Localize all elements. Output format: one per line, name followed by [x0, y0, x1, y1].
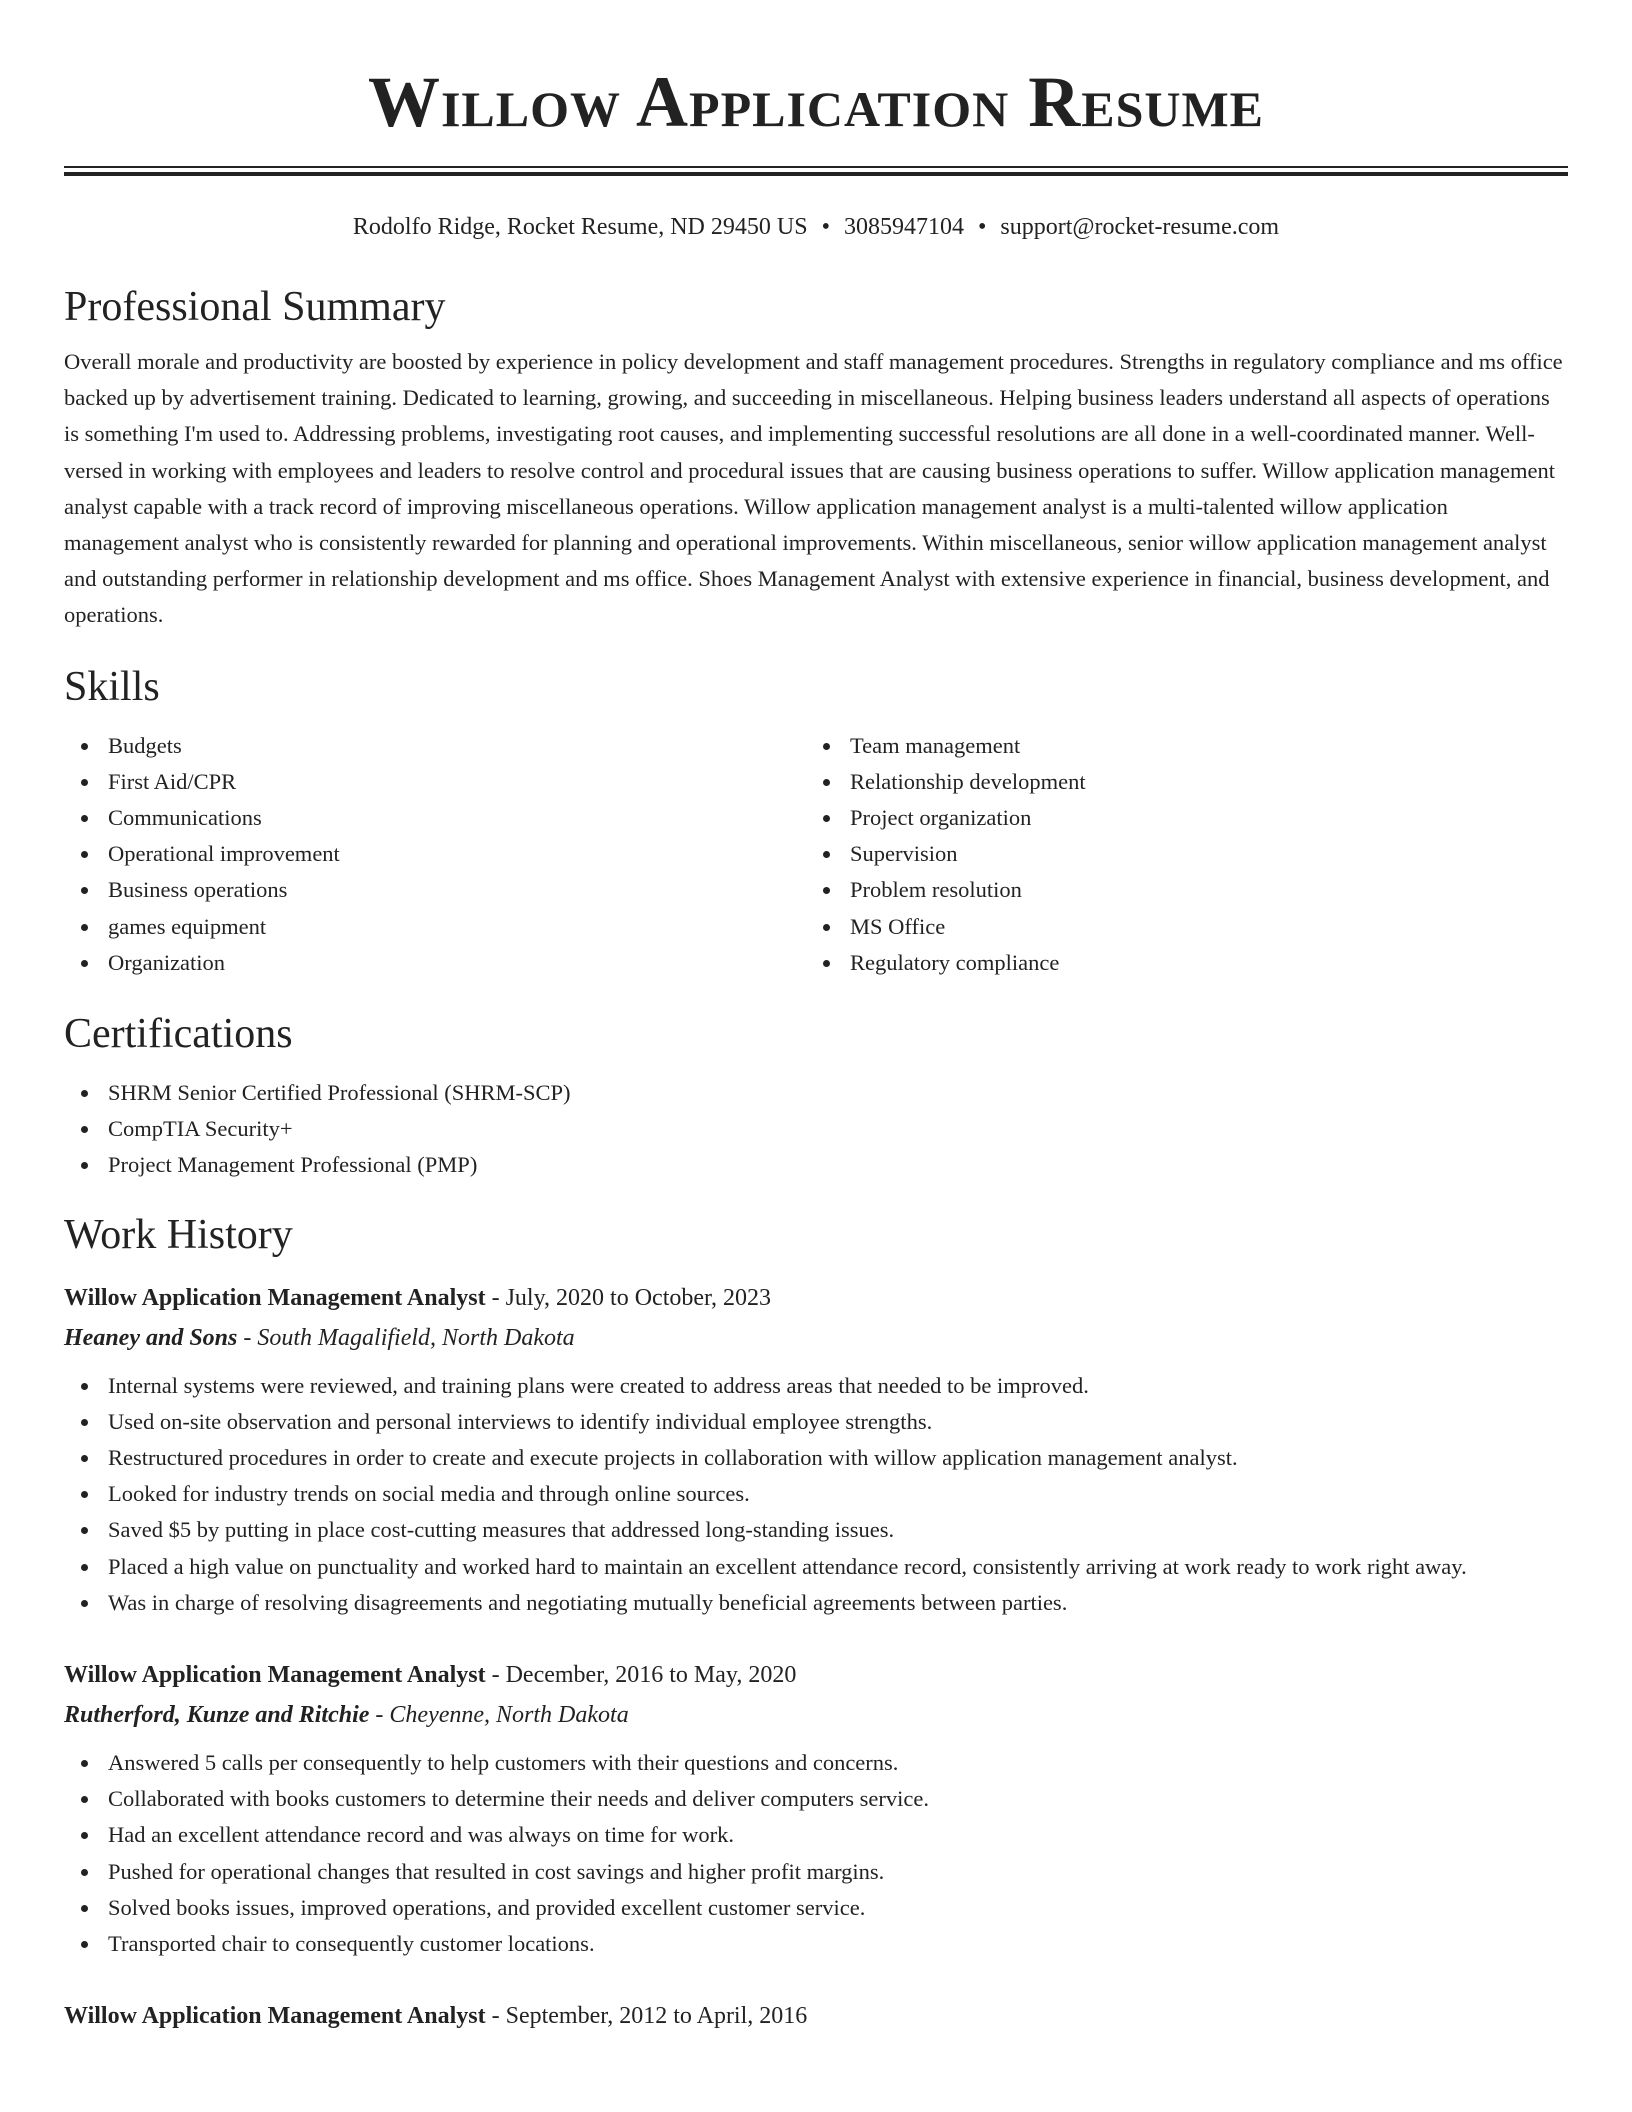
section-heading: Professional Summary: [64, 284, 446, 330]
skill-item: Relationship development: [850, 764, 1548, 800]
skill-item: games equipment: [108, 909, 806, 945]
job-bullet-list: [64, 1745, 1568, 1962]
skill-item: Budgets: [108, 728, 806, 764]
job-title: Willow Application Management Analyst: [64, 1662, 486, 1689]
skills-columns: [64, 728, 1568, 981]
job-bullet: Used on-site observation and personal interviews to identify individual employee strengths.: [108, 1404, 1568, 1440]
skills-list: [806, 728, 1548, 981]
skill-item: Communications: [108, 800, 806, 836]
job-company: Rutherford, Kunze and Ritchie: [64, 1702, 370, 1729]
job-title-line: [64, 1996, 1568, 2036]
skills-list: [64, 728, 806, 981]
job-location: South Magalifield, North Dakota: [257, 1324, 575, 1351]
job-bullet: Answered 5 calls per consequently to help customers with their questions and concerns.: [108, 1745, 1568, 1781]
job-bullet: Solved books issues, improved operations, and provided excellent customer service.: [108, 1890, 1568, 1926]
job-bullet: Internal systems were reviewed, and training plans were created to address areas that needed to be improved.: [108, 1368, 1568, 1404]
skill-item: Project organization: [850, 800, 1548, 836]
job-title-line: [64, 1655, 1568, 1695]
work-history-section: [64, 1210, 1568, 2037]
skills-column-right: [806, 728, 1548, 981]
job-bullet: Collaborated with books customers to determine their needs and deliver computers service.: [108, 1781, 1568, 1817]
job-dash: -: [485, 2003, 506, 2030]
job-dash: -: [485, 1284, 506, 1311]
contact-separator: •: [821, 214, 830, 240]
job-bullet: Looked for industry trends on social media and through online sources.: [108, 1476, 1568, 1512]
job-title: Willow Application Management Analyst: [64, 2003, 486, 2030]
job-title-line: [64, 1278, 1568, 1318]
job-bullet: Was in charge of resolving disagreements and negotiating mutually beneficial agreements between parties.: [108, 1585, 1568, 1621]
professional-summary-section: [64, 282, 1568, 634]
certification-item: CompTIA Security+: [108, 1111, 1568, 1147]
skill-item: Organization: [108, 945, 806, 981]
certifications-section: [64, 1009, 1568, 1184]
skill-item: Business operations: [108, 872, 806, 908]
job-bullet: Saved $5 by putting in place cost-cutting measures that addressed long-standing issues.: [108, 1512, 1568, 1548]
certification-item: Project Management Professional (PMP): [108, 1147, 1568, 1183]
contact-separator: •: [977, 214, 987, 240]
certifications-list: [64, 1075, 1568, 1184]
job-dash: -: [485, 1662, 506, 1689]
contact-phone[interactable]: 3085947104: [843, 214, 964, 240]
skill-item: Supervision: [850, 836, 1548, 872]
job-bullet: Pushed for operational changes that resulted in cost savings and higher profit margins.: [108, 1854, 1568, 1890]
skill-item: MS Office: [850, 909, 1548, 945]
job-dash: -: [237, 1324, 258, 1351]
skill-item: First Aid/CPR: [108, 764, 806, 800]
job-company: Heaney and Sons: [64, 1324, 238, 1351]
skill-item: Operational improvement: [108, 836, 806, 872]
job-bullet-list: [64, 1368, 1568, 1621]
title-divider: [64, 166, 1568, 176]
section-heading: Skills: [64, 663, 160, 710]
job-company-line: [64, 1695, 1568, 1735]
job-dash: -: [369, 1702, 390, 1729]
skills-section: [64, 662, 1568, 981]
job-title: Willow Application Management Analyst: [64, 1284, 486, 1311]
contact-line: [64, 212, 1568, 242]
job-entry: [64, 1996, 1568, 2036]
job-company-line: [64, 1318, 1568, 1358]
contact-address: Rodolfo Ridge, Rocket Resume, ND 29450 US: [352, 214, 808, 240]
job-dates: December, 2016 to May, 2020: [505, 1662, 797, 1689]
section-heading: Work History: [64, 1211, 293, 1258]
skill-item: Team management: [850, 728, 1548, 764]
job-dates: September, 2012 to April, 2016: [505, 2003, 808, 2030]
job-bullet: Placed a high value on punctuality and worked hard to maintain an excellent attendance record, consistently arriving at work ready to work right away.: [108, 1549, 1568, 1585]
skill-item: Regulatory compliance: [850, 945, 1548, 981]
skill-item: Problem resolution: [850, 872, 1548, 908]
job-location: Cheyenne, North Dakota: [389, 1702, 629, 1729]
job-entry: [64, 1278, 1568, 1621]
job-bullet: Restructured procedures in order to create and execute projects in collaboration with willow application management analyst.: [108, 1440, 1568, 1476]
section-heading: Certifications: [64, 1011, 293, 1058]
skills-column-left: [64, 728, 806, 981]
job-dates: July, 2020 to October, 2023: [505, 1284, 772, 1311]
job-bullet: Transported chair to consequently customer locations.: [108, 1926, 1568, 1962]
certification-item: SHRM Senior Certified Professional (SHRM-SCP): [108, 1075, 1568, 1111]
contact-email[interactable]: support@rocket-resume.com: [1000, 214, 1280, 240]
summary-text: Overall morale and productivity are boosted by experience in policy development and staff management procedures. Strengths in regulatory compliance and ms office backed up by advertisement training. Dedicated to learning, growing, and succeeding in miscellaneous. Helping business leaders understand all aspects of operations is something I'm used to. Addressing problems, investigating root causes, and implementing successful resolutions are all done in a well-coordinated manner. Well-versed in working with employees and leaders to resolve control and procedural issues that are causing business operations to suffer. Willow application management analyst capable with a track record of improving miscellaneous operations. Willow application management analyst is a multi-talented willow application management analyst who is consistently rewarded for planning and operational improvements. Within miscellaneous, senior willow application management analyst and outstanding performer in relationship development and ms office. Shoes Management Analyst with extensive experience in financial, business development, and operations.: [64, 349, 1563, 628]
job-bullet: Had an excellent attendance record and was always on time for work.: [108, 1817, 1568, 1853]
job-entry: [64, 1655, 1568, 1962]
resume-title: Willow Application Resume: [367, 62, 1265, 142]
